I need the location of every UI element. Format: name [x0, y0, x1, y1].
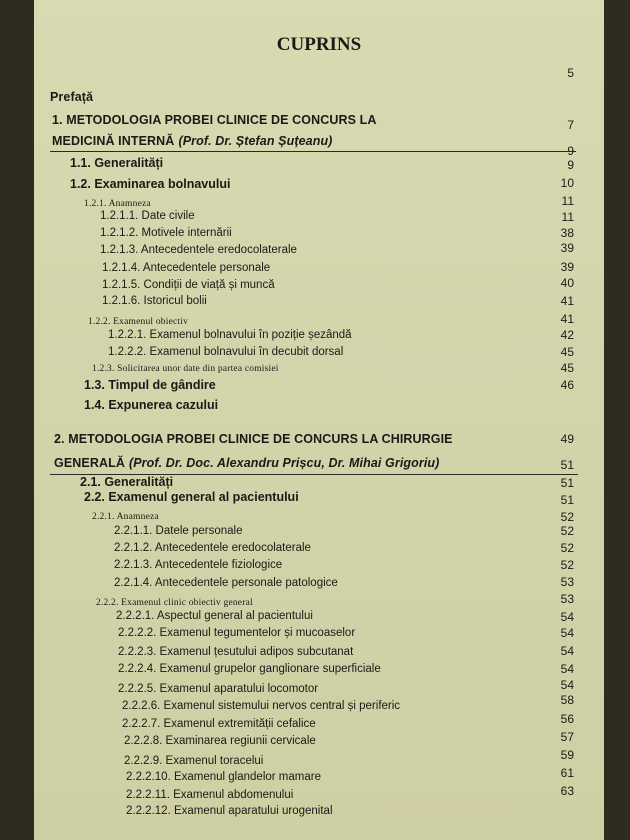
toc-page-number: 54 [560, 610, 574, 624]
toc-page-number: 39 [560, 241, 574, 255]
toc-page-number: 53 [560, 592, 574, 606]
toc-entry-title: 2.2.2.8. Examinarea regiunii cervicale [124, 735, 316, 747]
toc-entry-title: 1.2.1.3. Antecedentele eredocolaterale [100, 244, 297, 256]
toc-page-number: 41 [560, 312, 574, 326]
toc-entry-author: (Prof. Dr. Ștefan Șuțeanu) [178, 134, 333, 148]
toc-entry-title: 2.2.2.9. Examenul toracelui [124, 755, 264, 767]
toc-page-number: 53 [560, 575, 574, 589]
book-page [34, 0, 604, 840]
toc-entry-title: GENERALĂ (Prof. Dr. Doc. Alexandru Prișcu, Dr. Mihai Grigoriu) [54, 456, 440, 470]
toc-entry-title: 2.2.2.7. Examenul extremității cefalice [122, 718, 316, 730]
toc-page-number: 54 [560, 644, 574, 658]
toc-entry-title: 1.2.1. Anamneza [84, 199, 151, 209]
toc-entry-title: 1.2.1.4. Antecedentele personale [102, 262, 271, 274]
toc-entry-title: 2.2.2.11. Examenul abdomenului [126, 789, 294, 801]
toc-page-number: 11 [561, 210, 574, 224]
toc-entry-title: 2.2.2.4. Examenul grupelor ganglionare superficiale [118, 663, 381, 675]
toc-entry-title: 1.2.1.1. Date civile [100, 210, 195, 222]
toc-entry-title: 2.2.2.2. Examenul tegumentelor și mucoaselor [118, 627, 356, 639]
toc-entry-title: 2.2.2.10. Examenul glandelor mamare [126, 771, 321, 783]
toc-page-number: 46 [560, 378, 574, 392]
toc-page-number: 58 [560, 693, 574, 707]
toc-entry-author: (Prof. Dr. Doc. Alexandru Prișcu, Dr. Mihai Grigoriu) [128, 456, 440, 470]
toc-page-number: 42 [560, 328, 574, 342]
toc-page-number: 51 [560, 458, 574, 472]
section-rule [50, 474, 578, 475]
toc-page-number: 41 [560, 294, 574, 308]
toc-page-number: 9 [567, 158, 574, 172]
toc-page-number: 54 [560, 678, 574, 692]
toc-page-number: 45 [560, 345, 574, 359]
toc-entry-title: 1.2.2.2. Examenul bolnavului în decubit dorsal [108, 346, 344, 358]
toc-page-number: 52 [560, 510, 574, 524]
toc-entry-title: 1.2.2.1. Examenul bolnavului în poziție șezândă [108, 329, 352, 341]
toc-entry-title: 2.2.1.4. Antecedentele personale patologice [114, 577, 338, 589]
toc-page-number: 63 [560, 784, 574, 798]
toc-entry-title: 1.1. Generalități [70, 156, 164, 170]
toc-page-number: 11 [561, 194, 574, 208]
toc-entry-title: 2.2.1. Anamneza [92, 512, 159, 522]
toc-entry-title: 1.2. Examinarea bolnavului [70, 177, 231, 191]
toc-page-number: 40 [560, 276, 574, 290]
toc-entry-title: 2.2.2.3. Examenul țesutului adipos subcutanat [118, 646, 354, 658]
toc-entry-title: 1.2.1.6. Istoricul bolii [102, 295, 207, 307]
section-rule [50, 151, 576, 152]
toc-page-number: 38 [560, 226, 574, 240]
toc-entry-title: Prefață [50, 90, 94, 104]
toc-page-number: 51 [560, 476, 574, 490]
toc-entry-title: 2.2.2.1. Aspectul general al pacientului [116, 610, 313, 622]
toc-page-number: 56 [560, 712, 574, 726]
toc-entry-title: 2.2.2.5. Examenul aparatului locomotor [118, 683, 319, 695]
toc-entry-title: 2.2.1.3. Antecedentele fiziologice [114, 559, 283, 571]
toc-page-number: 59 [560, 748, 574, 762]
page-title: CUPRINS [276, 34, 362, 55]
toc-entry-title: 1.2.1.5. Condiții de viață și muncă [102, 279, 275, 291]
toc-entry-title: 2.2. Examenul general al pacientului [84, 490, 299, 504]
toc-page-number: 51 [560, 493, 574, 507]
toc-page-number: 52 [560, 558, 574, 572]
toc-entry-title: 2.2.2. Examenul clinic obiectiv general [96, 598, 253, 608]
toc-page-number: 7 [567, 118, 574, 132]
toc-entry-title: 2. METODOLOGIA PROBEI CLINICE DE CONCURS LA CHIRURGIE [54, 432, 453, 446]
toc-page-number: 52 [560, 541, 574, 555]
toc-page-number: 57 [560, 730, 574, 744]
toc-page-number: 39 [560, 260, 574, 274]
toc-entry-title: 2.1. Generalități [80, 475, 174, 489]
toc-page-number: 61 [560, 766, 574, 780]
toc-entry-title: 1.2.2. Examenul obiectiv [88, 317, 189, 327]
toc-entry-title: 1. METODOLOGIA PROBEI CLINICE DE CONCURS LA [52, 113, 377, 127]
toc-page-number: 54 [560, 626, 574, 640]
toc-page-number: 49 [560, 432, 574, 446]
toc-page-number: 10 [560, 176, 574, 190]
toc-entry-title: 1.3. Timpul de gândire [84, 378, 216, 392]
toc-entry-title: 2.2.2.12. Examenul aparatului urogenital [126, 805, 333, 817]
toc-entry-title: 1.2.3. Solicitarea unor date din partea comisiei [92, 364, 279, 374]
toc-page-number: 54 [560, 662, 574, 676]
toc-page-number: 5 [567, 66, 574, 80]
toc-entry-title: 1.2.1.2. Motivele internării [100, 227, 232, 239]
toc-entry-title: 1.4. Expunerea cazului [84, 398, 219, 412]
toc-entry-title: MEDICINĂ INTERNĂ (Prof. Dr. Ștefan Șuțeanu) [52, 134, 333, 148]
toc-page-number: 52 [560, 524, 574, 538]
toc-page-number: 45 [560, 361, 574, 375]
toc-entry-title: 2.2.2.6. Examenul sistemului nervos central și periferic [122, 700, 401, 712]
toc-entry-title: 2.2.1.1. Datele personale [114, 525, 243, 537]
toc-entry-title: 2.2.1.2. Antecedentele eredocolaterale [114, 542, 311, 554]
